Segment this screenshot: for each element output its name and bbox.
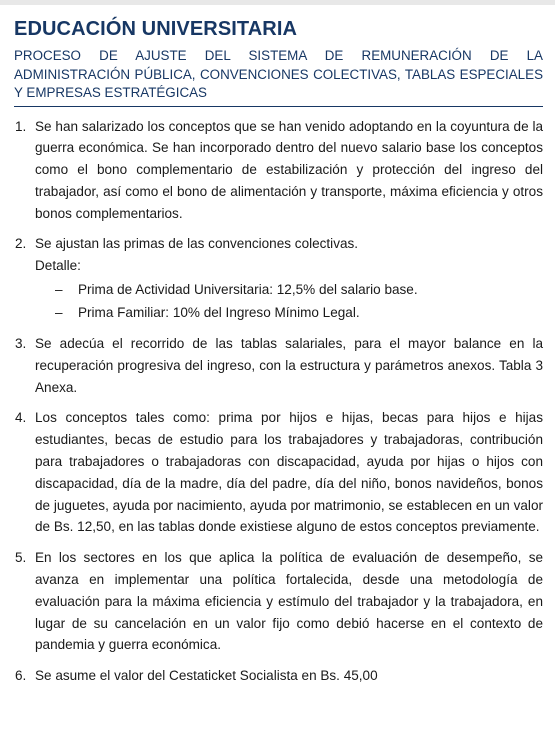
item-text: Se ajustan las primas de las convenciones colectivas. xyxy=(35,236,359,252)
item-text: En los sectores en los que aplica la política de evaluación de desempeño, se avanza en implementar una política fortalecida, desde una metodología de evaluación para la máxima eficiencia y estímulo del trabajador y la trabajadora, en lugar de su cancelación en un valor fijo como debió hacerse en el contexto de pandemia y guerra económica. xyxy=(35,550,543,653)
item-number: 5. xyxy=(15,550,27,566)
list-item-3 xyxy=(14,333,543,398)
item-text: Se asume el valor del Cestaticket Socialista en Bs. 45,00 xyxy=(35,668,378,684)
list-item-4 xyxy=(14,407,543,538)
detail-item xyxy=(55,301,543,324)
item-text: Los conceptos tales como: prima por hijos e hijas, becas para hijos e hijas estudiantes, becas de estudio para los trabajadores y trabajadoras, contribución para trabajadores o trabajadoras con discapacidad, ayuda por hijas o hijos con discapacidad, día de la madre, día del padre, día del niño, bonos navideños, bonos de juguetes, ayuda por nacimiento, ayuda por matrimonio, se establecen en un valor de Bs. 12,50, en las tablas donde existiese alguno de estos conceptos previamente. xyxy=(35,410,543,535)
list-item-1 xyxy=(14,116,543,225)
dash-bullet-icon: – xyxy=(55,282,63,298)
detail-text: Prima Familiar: 10% del Ingreso Mínimo Legal. xyxy=(78,305,360,321)
item-number: 4. xyxy=(15,410,27,426)
item-number: 2. xyxy=(15,236,27,252)
dash-bullet-icon: – xyxy=(55,305,63,321)
list-item-5 xyxy=(14,547,543,656)
detail-list xyxy=(35,278,543,324)
list-item-2 xyxy=(14,233,543,324)
document-subtitle: PROCESO DE AJUSTE DEL SISTEMA DE REMUNERACIÓN DE LA ADMINISTRACIÓN PÚBLICA, CONVENCIONES COLECTIVAS, TABLAS ESPECIALES Y EMPRESAS ESTRATÉGICAS xyxy=(14,48,543,100)
item-number: 6. xyxy=(15,668,27,684)
detail-text: Prima de Actividad Universitaria: 12,5% del salario base. xyxy=(78,282,418,298)
detail-item xyxy=(55,278,543,301)
detail-label: Detalle: xyxy=(35,258,81,274)
list-item-6 xyxy=(14,665,543,687)
document-title: EDUCACIÓN UNIVERSITARIA xyxy=(14,18,298,40)
measures-list xyxy=(14,116,543,688)
item-text: Se adecúa el recorrido de las tablas salariales, para el mayor balance en la recuperación progresiva del ingreso, con la estructura y parámetros anexos. Tabla 3 Anexa. xyxy=(35,336,543,395)
heading-divider xyxy=(14,106,543,107)
item-number: 1. xyxy=(15,118,27,134)
item-number: 3. xyxy=(15,336,27,352)
item-body xyxy=(35,233,543,324)
item-text: Se han salarizado los conceptos que se han venido adoptando en la coyuntura de la guerra económica. Se han incorporado dentro del nuevo salario base los conceptos como el bono complementario de estabilización y protección del ingreso del trabajador, así como el bono de alimentación y transporte, máxima eficiencia y otros bonos complementarios. xyxy=(35,118,543,221)
